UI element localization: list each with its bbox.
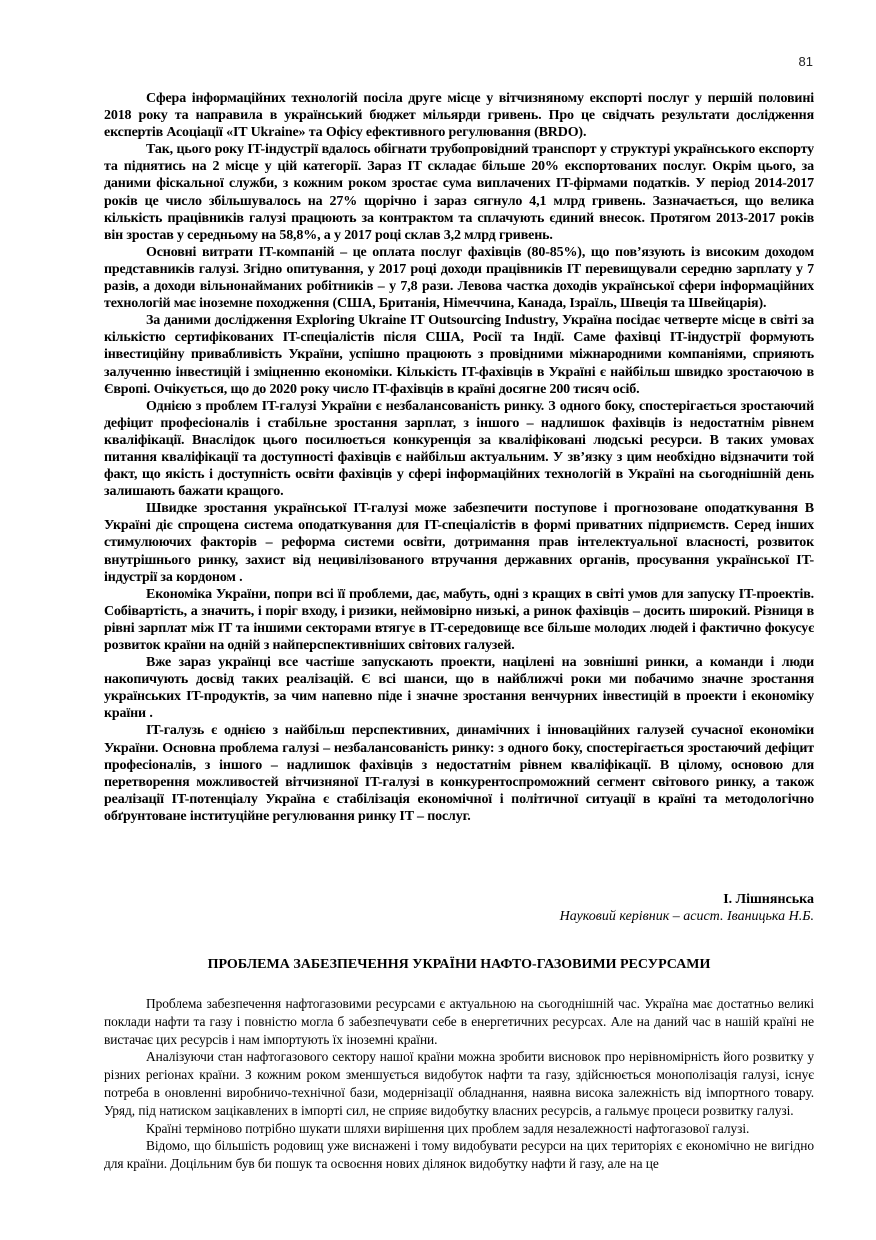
page-number: 81 [798, 54, 813, 69]
page-content [104, 90, 814, 1173]
article-title: ПРОБЛЕМА ЗАБЕЗПЕЧЕННЯ УКРАЇНИ НАФТО-ГАЗОВИМИ РЕСУРСАМИ [207, 957, 711, 973]
paragraph: Відомо, що більшість родовищ уже виснажені і тому видобувати ресурси на цих територіях є економічно не вигідно для країни. Доцільним був би пошук та освоєння нових ділянок видобутку нафти й газу, але на це [104, 1138, 814, 1172]
paragraph: Сфера інформаційних технологій посіла друге місце у вітчизняному експорті послуг у першій половині 2018 року та направила в український бюджет мільярди гривень. Про це свідчать результати дослідження експертів Асоціації «IT Ukraine» та Офісу ефективного регулювання (BRDO). [104, 91, 814, 141]
paragraph: За даними дослідження Exploring Ukraine IT Outsourcing Industry, Україна посідає четверте місце в світі за кількістю сертифікованих IT-спеціалістів після США, Росії та Індії. Саме фахівці IT-індустрії формують інвестиційну привабливість України, успішно працюють з провідними міжнародними компаніями, сприяють залученню інвестицій і зміцненню економіки. Кількість IT-фахівців в Україні є найбільш швидко зростаючою в Європі. Очікується, що до 2020 року число IT-фахівців в країні досягне 200 тисяч осіб. [104, 313, 814, 397]
paragraph: Країні терміново потрібно шукати шляхи вирішення цих проблем задля незалежності нафтогазової галузі. [146, 1120, 750, 1136]
paragraph: Економіка України, попри всі її проблеми, дає, мабуть, одні з кращих в світі умов для запуску IT-проектів. Собівартість, а значить, і поріг входу, і ризики, неймовірно низькі, а ринок фахівців – досить широкий. Різниця в рівні зарплат між IT та іншими секторами втягує в IT-середовище все більше молодих людей і фактично фокусує розвиток країни на одній з найперспективніших світових галузей. [104, 586, 814, 653]
author-name: І. Лішнянська [723, 892, 814, 908]
paragraph: Швидке зростання української IT-галузі може забезпечити поступове і прогнозоване оподаткування В Україні діє спрощена система оподаткування для IT-спеціалістів в формі приватних підприємств. Серед інших стимулюючих факторів – реформа системи освіти, дотримання прав інтелектуальної власності, розвиток внутрішнього ринку, захист від нецивілізованого втручання державних органів, просування української IT-індустрії за кордоном . [104, 501, 814, 585]
paragraph: Однією з проблем IT-галузі України є незбалансованість ринку. З одного боку, спостерігається зростаючий дефіцит професіоналів і стабільне зростання зарплат, з іншого – надлишок фахівців із недостатнім рівнем кваліфікації. Внаслідок цього посилюється конкуренція за кваліфіковані людські ресурси. В таких умовах питання кваліфікації та доступності фахівців є найбільш актуальним. У зв’язку з цим необхідно відзначити той факт, що якість і доступність освіти фахівців у сфері інформаційних технологій в Україні на сьогоднішній день залишають бажати кращого. [104, 398, 814, 500]
paragraph: Вже зараз українці все частіше запускають проекти, націлені на зовнішні ринки, а команди і люди накопичують досвід таких реалізацій. Є всі шанси, що в найближчі роки ми побачимо значне зростання українських IT-продуктів, за чим напевно піде і значне зростання венчурних інвестицій в проекти і економіку країни . [104, 655, 814, 722]
paragraph: Так, цього року IT-індустрії вдалось обігнати трубопровідний транспорт у структурі українського експорту та піднятись на 2 місце у цій категорії. Зараз IT складає більше 20% експортованих послуг. Окрім цього, за даними фіскальної служби, з кожним роком зростає сума виплачених IT-фірмами податків. У період 2014-2017 років це число збільшувалось на 27% щорічно і зараз сягнуло 4,1 млрд гривень. Зазначається, що велика кількість працівників галузі працюють за контрактом та сплачують єдиний внесок. Протягом 2013-2017 років він зростав у середньому на 58,8%, а у 2017 році склав 3,2 млрд гривень. [104, 142, 814, 243]
paragraph: IT-галузь є однією з найбільш перспективних, динамічних і інноваційних галузей сучасної економіки України. Основна проблема галузі – незбалансованість ринку: з одного боку, спостерігається зростаючий дефіцит професіоналів, з іншого – надлишок фахівців з недостатнім рівнем кваліфікації. В цілому, основою для перетворення можливостей вітчизняної IT-галузі в конкурентоспроможний сегмент світового ринку, а також реалізації IT-потенціалу Україна є стабілізація економічної і політичної ситуації в країні та методологічно обґрунтоване інституційне регулювання ринку IT – послуг. [104, 723, 814, 824]
supervisor-line: Науковий керівник – асист. Іваницька Н.Б. [559, 909, 814, 925]
paragraph: Основні витрати IT-компаній – це оплата послуг фахівців (80-85%), що пов’язують із високим доходом представників галузі. Згідно опитування, у 2017 році доходи працівників IT перевищували середню зарплату у 7 разів, а доходи вільнонайманих робітників – у 7,8 рази. Левова частка доходів української сфери інформаційних технологій має іноземне походження (США, Британія, Німеччина, Канада, Ізраїль, Швеція та Швейцарія). [104, 244, 814, 312]
paragraph: Аналізуючи стан нафтогазового сектору нашої країни можна зробити висновок про нерівномірність його розвитку у різних регіонах країни. З кожним роком зменшується видобуток нафти та газу, здійснюється монополізація галузі, існує потреба в оновленні виробничо-технічної бази, модернізації обладнання, наявна висока залежність від імпортного товару. Уряд, під натиском зацікавлених в імпорті сил, не сприяє видобутку власних ресурсів, а гальмує процеси розвитку галузі. [104, 1049, 814, 1118]
paragraph: Проблема забезпечення нафтогазовими ресурсами є актуальною на сьогоднішній час. Україна має достатньо великі поклади нафти та газу і повністю могла б забезпечувати себе в енергетичних ресурсах. Але на даний час в нашій країні не вистачає цих ресурсів і нам імпортують їх іноземні країни. [104, 996, 814, 1047]
